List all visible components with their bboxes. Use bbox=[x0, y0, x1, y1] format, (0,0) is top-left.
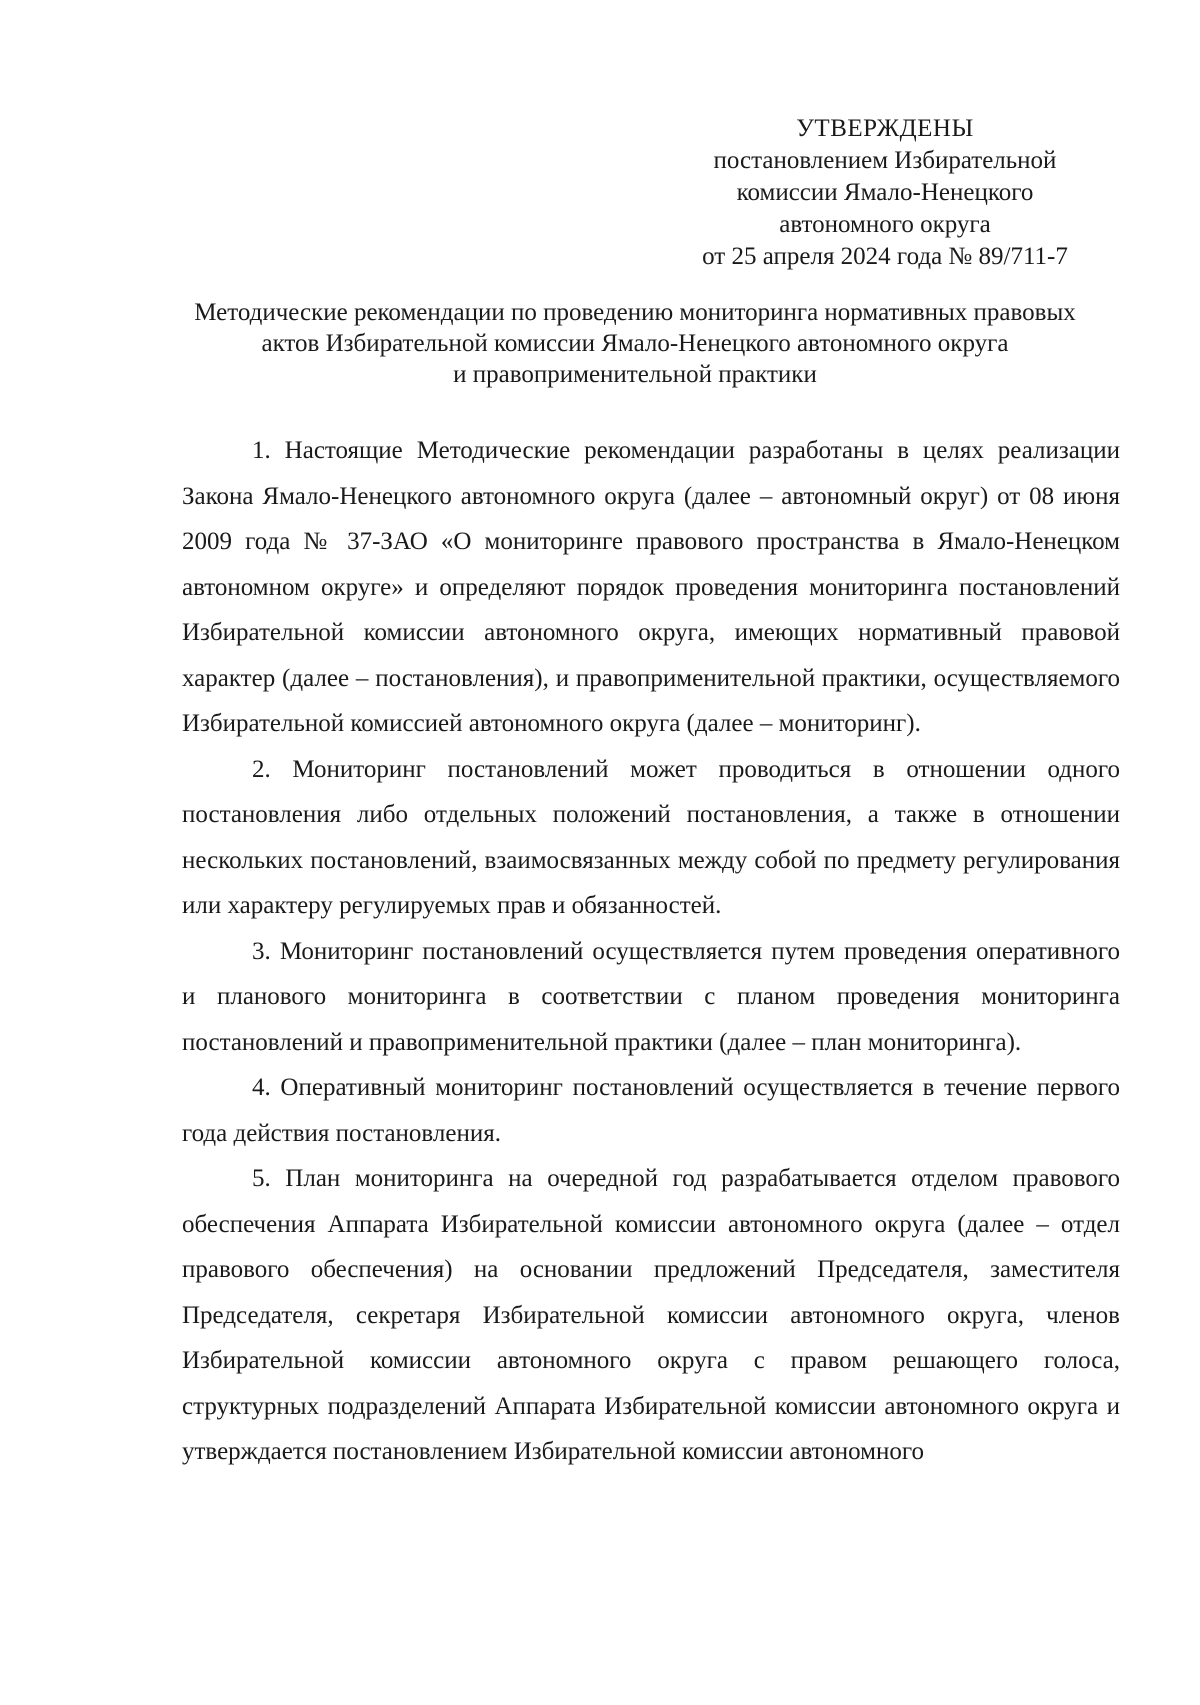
approval-stamp-block bbox=[690, 113, 1080, 273]
document-title bbox=[150, 297, 1120, 390]
paragraph-5: 5. План мониторинга на очередной год разрабатывается отделом правового обеспечения Аппарата Избирательной комиссии автономного округа (далее – отдел правового обеспечения) на основании предложений Председателя, заместителя Председателя, секретаря Избирательной комиссии автономного округа, членов Избирательной комиссии автономного округа с правом решающего голоса, структурных подразделений Аппарата Избирательной комиссии автономного округа и утверждается постановлением Избирательной комиссии автономного bbox=[182, 1165, 1120, 1465]
approval-line: автономного округа bbox=[779, 211, 991, 238]
paragraph-4: 4. Оперативный мониторинг постановлений осуществляется в течение первого года действия постановления. bbox=[182, 1074, 1120, 1147]
paragraph-1: 1. Настоящие Методические рекомендации разработаны в целях реализации Закона Ямало-Ненецкого автономного округа (далее – автономный округ) от 08 июня 2009 года № 37-ЗАО «О мониторинге правового пространства в Ямало-Ненецком автономном округе» и определяют порядок проведения мониторинга постановлений Избирательной комиссии автономного округа, имеющих нормативный правовой характер (далее – постановления), и правоприменительной практики, осуществляемого Избирательной комиссией автономного округа (далее – мониторинг). bbox=[182, 437, 1120, 737]
document-body bbox=[182, 428, 1120, 1475]
approval-line: постановлением Избирательной bbox=[713, 147, 1057, 174]
approval-line: комиссии Ямало-Ненецкого bbox=[736, 179, 1034, 206]
approval-heading: УТВЕРЖДЕНЫ bbox=[796, 115, 974, 142]
title-line: актов Избирательной комиссии Ямало-Ненецкого автономного округа bbox=[261, 330, 1009, 357]
title-line: и правоприменительной практики bbox=[453, 361, 817, 388]
title-line: Методические рекомендации по проведению мониторинга нормативных правовых bbox=[194, 299, 1076, 326]
paragraph-3: 3. Мониторинг постановлений осуществляется путем проведения оперативного и планового мониторинга в соответствии с планом проведения мониторинга постановлений и правоприменительной практики (далее – план мониторинга). bbox=[182, 937, 1120, 1056]
paragraph-2: 2. Мониторинг постановлений может проводиться в отношении одного постановления либо отдельных положений постановления, а также в отношении нескольких постановлений, взаимосвязанных между собой по предмету регулирования или характеру регулируемых прав и обязанностей. bbox=[182, 755, 1120, 919]
approval-date-number: от 25 апреля 2024 года № 89/711-7 bbox=[702, 243, 1068, 270]
